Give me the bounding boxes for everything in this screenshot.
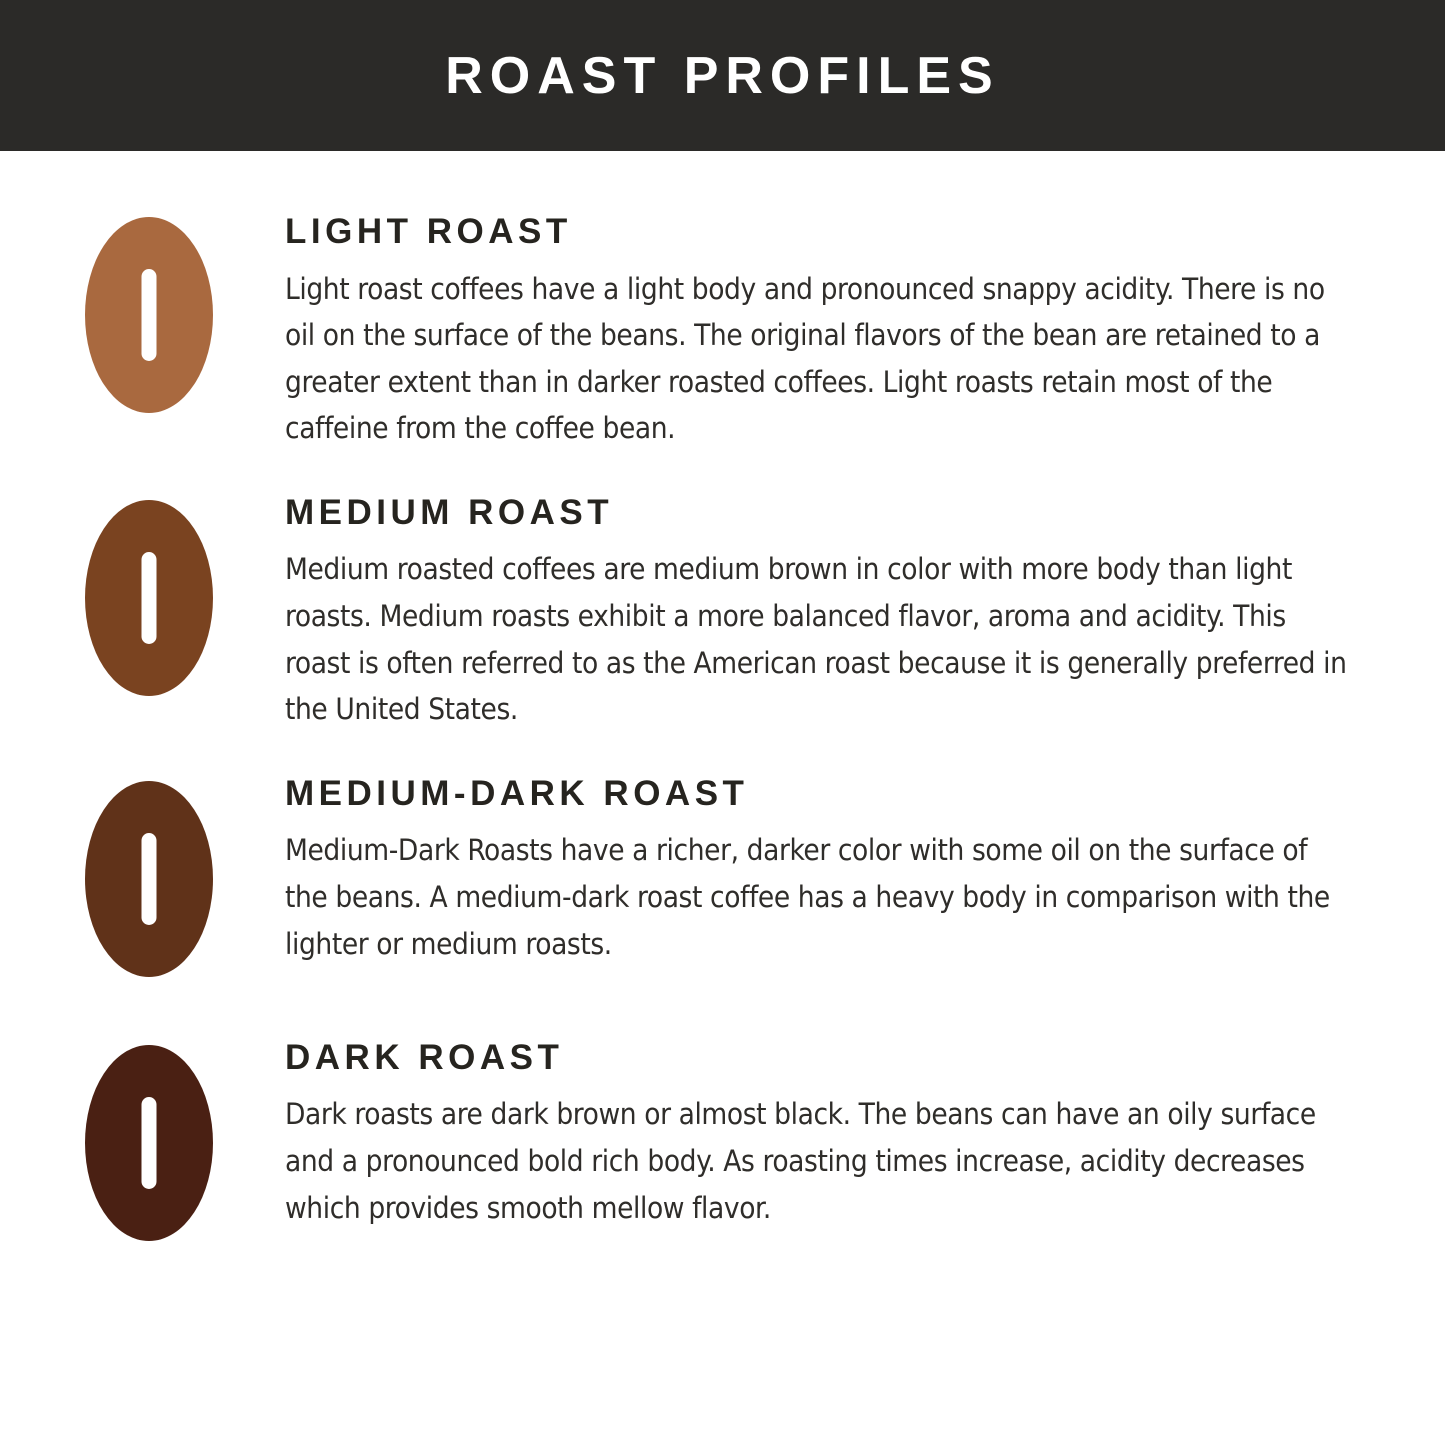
roast-title: MEDIUM-DARK ROAST: [285, 773, 749, 813]
bean-swatch-medium-dark: [85, 775, 285, 977]
roast-title: DARK ROAST: [285, 1037, 564, 1077]
coffee-bean-icon: [85, 217, 213, 413]
list-item: [85, 494, 1360, 733]
roast-text-medium: [285, 494, 1360, 733]
roast-description: Medium roasted coffees are medium brown in color with more body than light roasts. Medium roasts exhibit a more balanced flavor, aroma and acidity. This roast is often referred to as the American roast because it is generally preferred in the United States.: [285, 552, 1347, 727]
roast-description: Medium-Dark Roasts have a richer, darker color with some oil on the surface of the beans. A medium-dark roast coffee has a heavy body in comparison with the lighter or medium roasts.: [285, 833, 1330, 961]
roast-description: Light roast coffees have a light body and pronounced snappy acidity. There is no oil on the surface of the beans. The original flavors of the bean are retained to a greater extent than in darker roasted coffees. Light roasts retain most of the caffeine from the coffee bean.: [285, 271, 1325, 446]
page-title: ROAST PROFILES: [445, 46, 1000, 105]
coffee-bean-icon: [85, 500, 213, 696]
list-item: [85, 775, 1360, 977]
bean-swatch-dark: [85, 1039, 285, 1241]
list-item: [85, 211, 1360, 452]
list-item: [85, 1039, 1360, 1241]
roast-title: LIGHT ROAST: [285, 212, 572, 251]
bean-crease-icon: [142, 552, 157, 644]
coffee-bean-icon: [85, 781, 213, 977]
bean-crease-icon: [142, 833, 157, 925]
roast-list: [0, 151, 1445, 1241]
roast-title: MEDIUM ROAST: [285, 492, 614, 532]
bean-crease-icon: [142, 1097, 157, 1189]
roast-text-light: [285, 211, 1360, 452]
coffee-bean-icon: [85, 1045, 213, 1241]
bean-crease-icon: [142, 269, 157, 361]
header-bar: [0, 0, 1445, 151]
bean-swatch-medium: [85, 494, 285, 696]
roast-description: Dark roasts are dark brown or almost black. The beans can have an oily surface and a pronounced bold rich body. As roasting times increase, acidity decreases which provides smooth mellow flavor.: [285, 1097, 1316, 1225]
roast-text-medium-dark: [285, 775, 1360, 967]
roast-text-dark: [285, 1039, 1360, 1231]
bean-swatch-light: [85, 211, 285, 413]
